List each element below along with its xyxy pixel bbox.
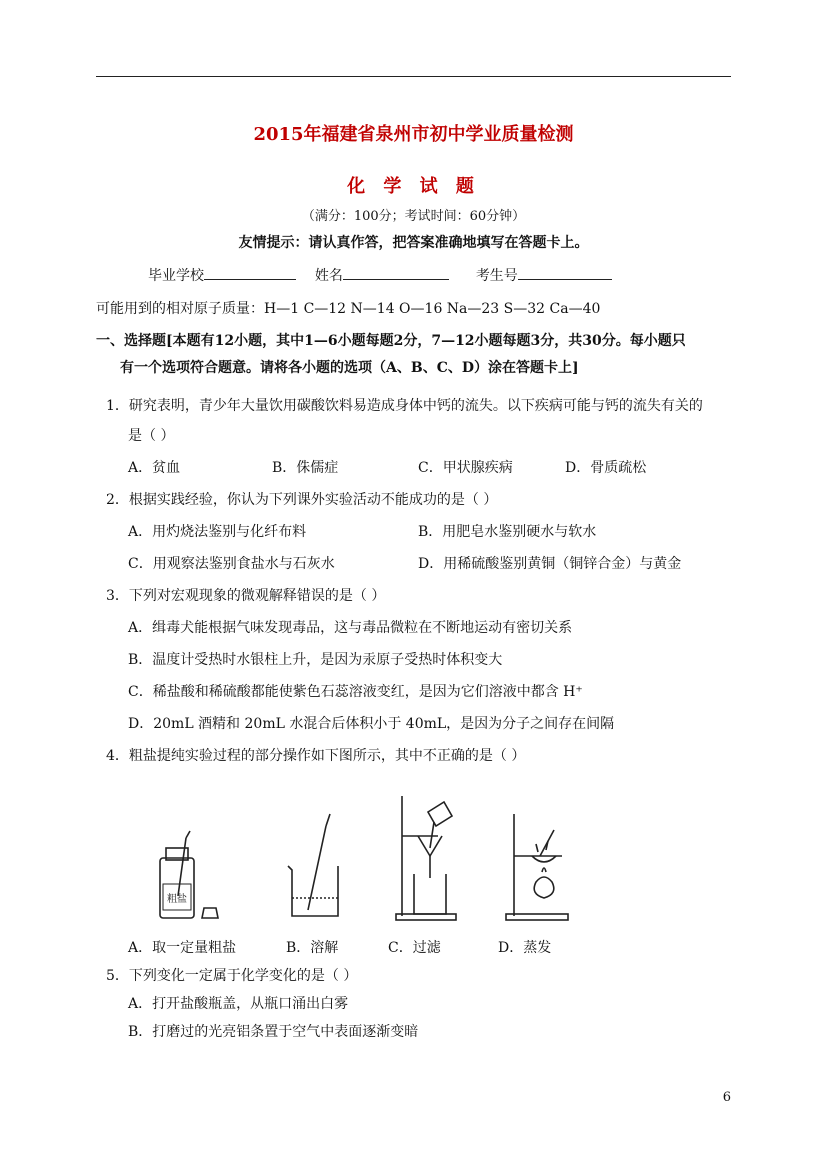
q1-option-c: C．甲状腺疾病 (418, 460, 513, 476)
stand-base (506, 914, 568, 920)
pouring-beaker (428, 802, 452, 826)
guiding-rod (430, 822, 434, 848)
q3-option-a: A．缉毒犬能根据气味发现毒品，这与毒品微粒在不断地运动有密切关系 (128, 620, 573, 636)
q2-option-c: C．用观察法鉴别食盐水与石灰水 (128, 556, 335, 572)
student-id-blank (518, 265, 612, 280)
figure-dissolve (280, 786, 350, 926)
figure-take-coarse-salt (150, 786, 230, 926)
evaporating-dish (532, 856, 556, 862)
q5-option-a: A．打开盐酸瓶盖，从瓶口涌出白雾 (128, 996, 349, 1012)
q3-option-d: D．20mL 酒精和 20mL 水混合后体积小于 40mL，是因为分子之间存在间隔 (128, 716, 615, 732)
school-blank (204, 265, 296, 280)
exam-info: （满分：100分；考试时间：60分钟） (301, 209, 526, 224)
q3-stem: 3．下列对宏观现象的微观解释错误的是（ ） (106, 588, 386, 604)
student-info-row (148, 265, 612, 285)
figure-filter (390, 786, 465, 926)
q4-option-b: B．溶解 (286, 940, 339, 956)
atomic-masses: 可能用到的相对原子质量：H—1 C—12 N—14 O—16 Na—23 S—32 Ca—40 (96, 301, 601, 317)
section-heading-line2: 有一个选项符合题意。请将各小题的选项（A、B、C、D）涂在答题卡上] (120, 360, 579, 376)
q1-stem-cont: 是（ ） (128, 428, 175, 444)
name-blank (343, 265, 449, 280)
q1-option-b: B．侏儒症 (272, 460, 339, 476)
q2-option-d: D．用稀硫酸鉴别黄铜（铜锌合金）与黄金 (418, 556, 682, 572)
subject-title: 化 学 试 题 (347, 176, 480, 197)
header-rule (96, 76, 731, 77)
q4-option-d: D．蒸发 (498, 940, 552, 956)
q2-stem: 2．根据实践经验，你认为下列课外实验活动不能成功的是（ ） (106, 492, 498, 508)
section-heading-line1: 一、选择题[本题有12小题，其中1—6小题每题2分，7—12小题每题3分，共30分。每小题只 (96, 333, 686, 349)
q2-option-b: B．用肥皂水鉴别硬水与软水 (418, 524, 597, 540)
q4-option-a: A．取一定量粗盐 (128, 940, 237, 956)
name-label: 姓名 (314, 268, 343, 284)
q3-option-c: C．稀盐酸和稀硫酸都能使紫色石蕊溶液变红，是因为它们溶液中都含 H⁺ (128, 684, 583, 700)
receiving-beaker (414, 874, 446, 914)
page-number: 6 (722, 1090, 731, 1105)
reagent-bottle (160, 858, 194, 918)
medicine-spoon (178, 838, 186, 896)
q4-option-c: C．过滤 (388, 940, 441, 956)
q1-option-d: D．骨质疏松 (565, 460, 647, 476)
beaker (288, 866, 338, 916)
student-id-label: 考生号 (475, 268, 518, 284)
q5-stem: 5．下列变化一定属于化学变化的是（ ） (106, 968, 358, 984)
q2-option-a: A．用灼烧法鉴别与化纤布料 (128, 524, 307, 540)
friendly-tip: 友情提示：请认真作答，把答案准确地填写在答题卡上。 (238, 235, 589, 251)
q1-option-a: A．贫血 (128, 460, 181, 476)
q5-option-b: B．打磨过的光亮铝条置于空气中表面逐渐变暗 (128, 1024, 419, 1040)
figure-evaporate (500, 786, 575, 926)
lamp-flame (542, 868, 546, 872)
q3-option-b: B．温度计受热时水银柱上升，是因为汞原子受热时体积变大 (128, 652, 503, 668)
q4-stem: 4．粗盐提纯实验过程的部分操作如下图所示，其中不正确的是（ ） (106, 748, 526, 764)
alcohol-lamp (534, 877, 554, 898)
bottle-stopper (202, 908, 218, 918)
exam-title: 2015年福建省泉州市初中学业质量检测 (253, 124, 574, 145)
school-label: 毕业学校 (148, 268, 204, 284)
stand-base (396, 914, 456, 920)
bottle-label-text: 粗盐 (167, 894, 187, 905)
q1-stem: 1．研究表明，青少年大量饮用碳酸饮料易造成身体中钙的流失。以下疾病可能与钙的流失有关的 (106, 398, 703, 414)
